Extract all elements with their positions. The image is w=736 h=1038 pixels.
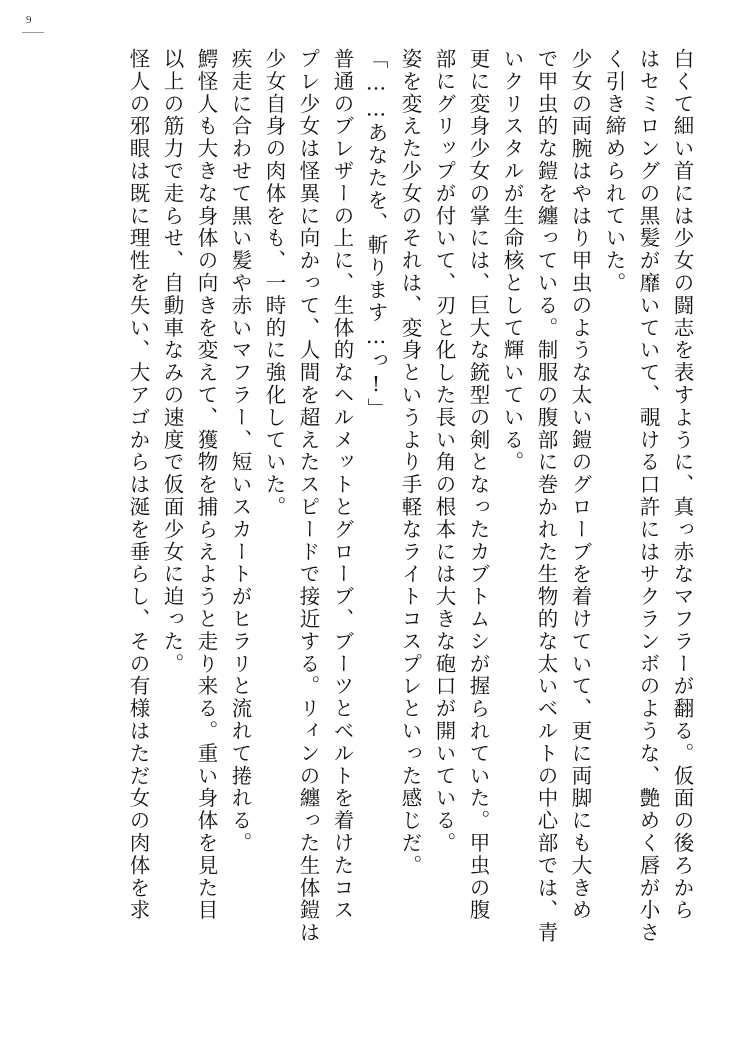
text-line: く引き締められていた。 [602,48,626,295]
text-line: 白くて細い首には少女の闘志を表すように、真っ赤なマフラーが翻る。仮面の後ろから [670,48,694,922]
text-line: はセミロングの黒髪が靡いていて、覗ける口許にはサクランボのような、艶めく唇が小さ [636,48,660,944]
text-line: 疾走に合わせて黒い髪や赤いマフラー、短いスカートがヒラリと流れて捲れる。 [228,48,252,855]
text-line: 更に変身少女の掌には、巨大な銃型の剣となったカブトムシが握られていた。甲虫の腹 [466,48,490,922]
text-line: 少女の両腕はやはり甲虫のような太い鎧のグローブを着けていて、更に両脚にも大きめ [568,48,592,922]
text-line: 普通のブレザーの上に、生体的なヘルメットとグローブ、ブーツとベルトを着けたコス [330,48,354,922]
page-number: 9 [26,14,32,26]
text-line: いクリスタルが生命核として輝いている。 [500,48,524,474]
text-line: プレ少女は怪異に向かって、人間を超えたスピードで接近する。リィンの纏った生体鎧は [296,48,320,944]
body-text [44,48,692,1004]
text-line: 姿を変えた少女のそれは、変身というより手軽なライトコスプレといった感じだ。 [398,48,422,877]
text-line: で甲虫的な鎧を纏っている。制服の腹部に巻かれた生物的な太いベルトの中心部では、青 [534,48,558,944]
text-line: 以上の筋力で走らせ、自動車なみの速度で仮面少女に迫った。 [160,48,184,676]
text-line: 怪人の邪眼は既に理性を失い、大アゴからは涎を垂らし、その有様はただ女の肉体を求 [126,48,150,922]
text-line: 少女自身の肉体をも、一時的に強化していた。 [262,48,286,519]
text-line: 部にグリップが付いて、刃と化した長い角の根本には大きな砲口が開いている。 [432,48,456,855]
text-line: 「……あなたを、斬ります…っ!」 [364,48,388,421]
text-line: 鰐怪人も大きな身体の向きを変えて、獲物を捕らえようと走り来る。重い身体を見た目 [194,48,218,922]
page-number-rule [22,32,44,33]
